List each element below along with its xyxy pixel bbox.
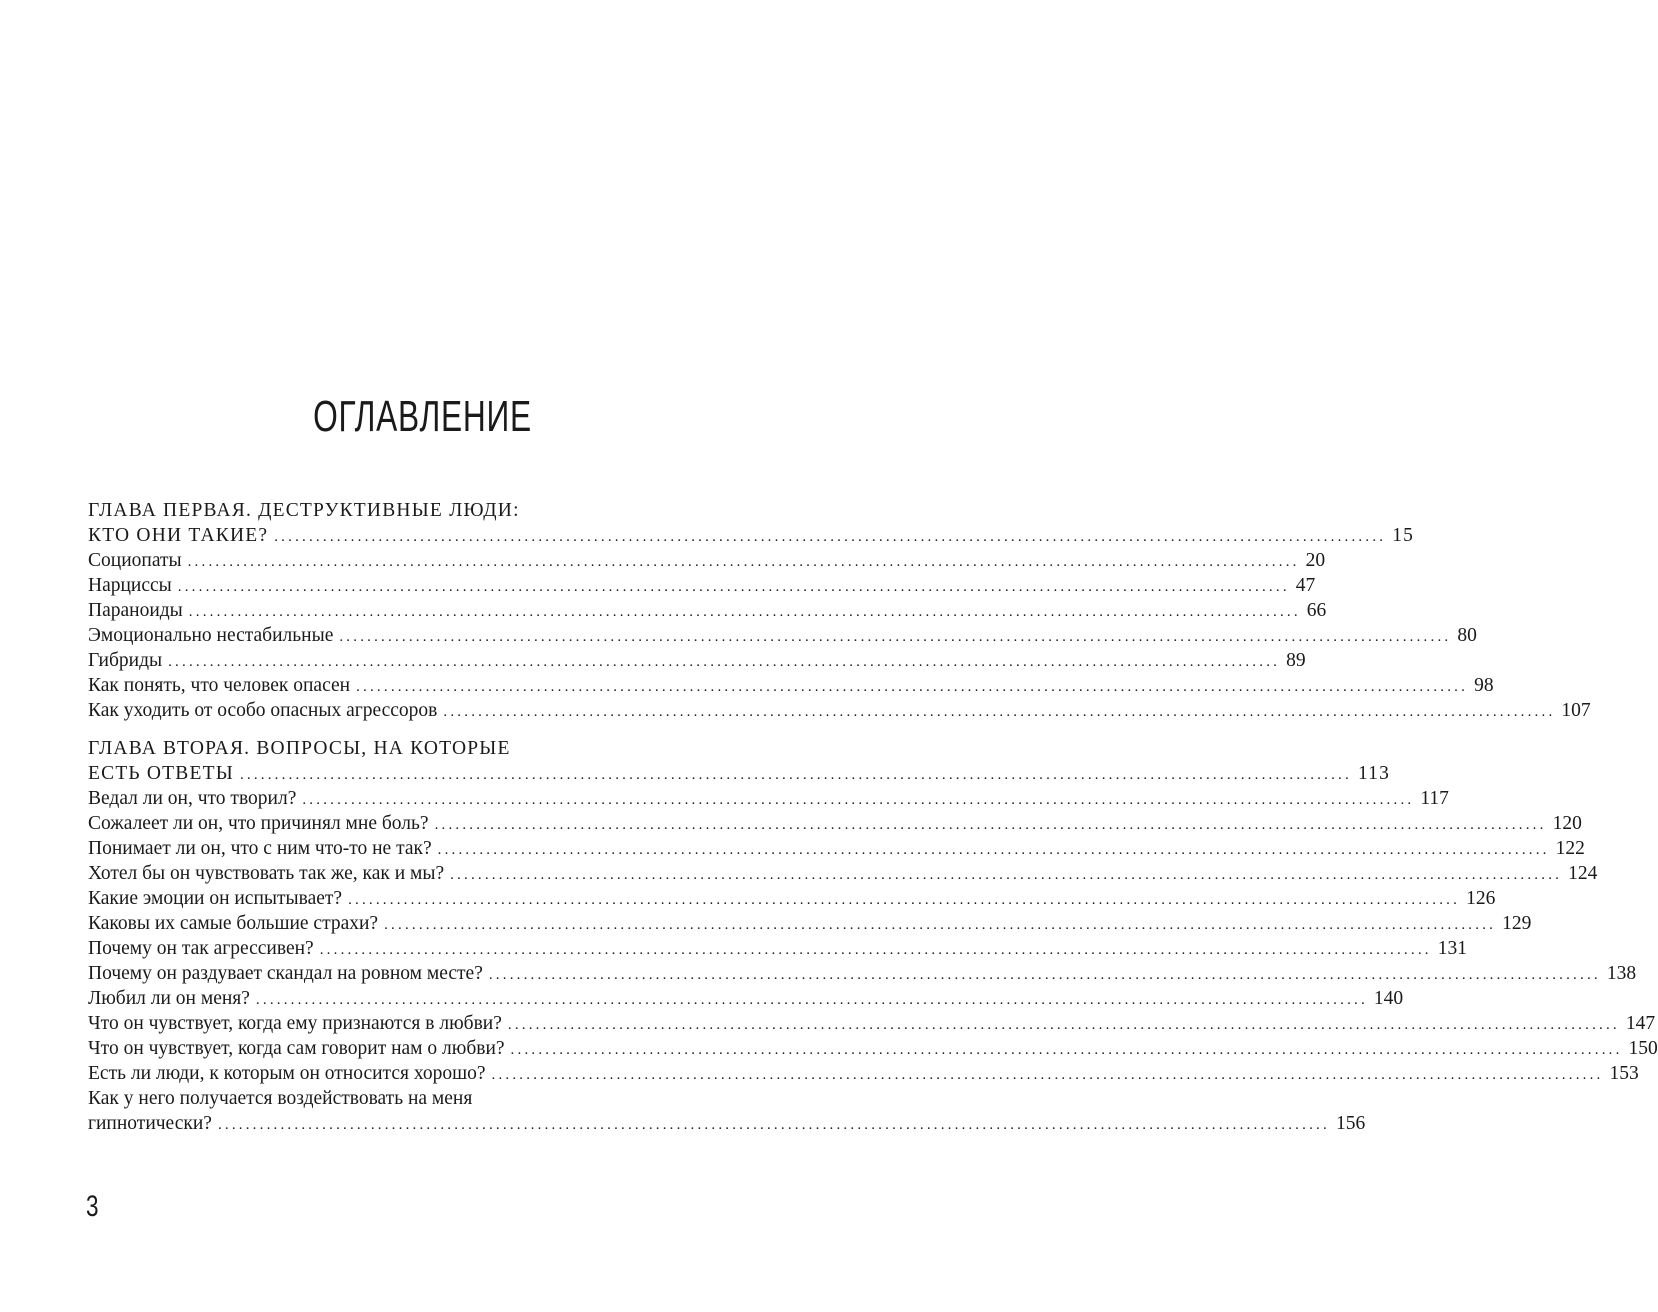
toc-entry-page: 89	[1286, 650, 1306, 671]
leader-dots: ................................................................................................................................................................	[177, 579, 1290, 595]
leader-dots: ................................................................................................................................................................	[507, 1017, 1620, 1033]
toc-entry[interactable]	[88, 573, 1316, 598]
toc-entry-title: Социопаты	[88, 550, 182, 571]
toc-entry-page: 150	[1628, 1038, 1658, 1059]
toc-entry-title: Понимает ли он, что с ним что-то не так?	[88, 838, 432, 859]
chapter-page-number: 15	[1392, 525, 1415, 546]
leader-dots: ................................................................................................................................................................	[488, 967, 1601, 983]
toc-entry-title: Почему он раздувает скандал на ровном месте?	[88, 963, 483, 984]
toc-entry-title: Нарциссы	[88, 575, 172, 596]
toc-entry[interactable]	[88, 961, 1637, 986]
toc-entry-page: 138	[1606, 963, 1637, 984]
leader-dots: ................................................................................................................................................................	[217, 1117, 1330, 1133]
toc-entry-page: 124	[1568, 863, 1598, 884]
chapter-heading-line[interactable]	[88, 761, 1391, 786]
toc-entry-title: гипнотически?	[88, 1113, 212, 1134]
toc-entry-page: 120	[1552, 813, 1582, 834]
toc-entry-page: 107	[1561, 700, 1591, 721]
leader-dots: ................................................................................................................................................................	[434, 817, 1547, 833]
leader-dots: ................................................................................................................................................................	[437, 842, 1550, 858]
toc-entry[interactable]	[88, 1111, 1366, 1136]
toc-entry[interactable]	[88, 548, 1326, 573]
toc-entry-page: 147	[1625, 1013, 1656, 1034]
table-of-contents	[88, 498, 1658, 1136]
leader-dots: ................................................................................................................................................................	[384, 917, 1497, 933]
toc-entry-title-first-line[interactable]: Как у него получается воздействовать на меня	[88, 1088, 473, 1109]
toc-entry[interactable]	[88, 986, 1404, 1011]
toc-entry-title: Есть ли люди, к которым он относится хорошо?	[88, 1063, 486, 1084]
leader-dots: ................................................................................................................................................................	[510, 1042, 1623, 1058]
toc-entry-title: Любил ли он меня?	[88, 988, 250, 1009]
toc-entry[interactable]	[88, 598, 1327, 623]
toc-entry[interactable]	[88, 886, 1496, 911]
leader-dots: ................................................................................................................................................................	[443, 704, 1556, 720]
chapter-heading: ГЛАВА ВТОРАЯ. ВОПРОСЫ, НА КОТОРЫЕ	[88, 738, 511, 759]
toc-entry-title: Что он чувствует, когда сам говорит нам о любви?	[88, 1038, 505, 1059]
chapter-block	[88, 498, 1591, 723]
leader-dots: ................................................................................................................................................................	[302, 792, 1415, 808]
toc-entry[interactable]	[88, 623, 1477, 648]
leader-dots: ................................................................................................................................................................	[491, 1067, 1604, 1083]
toc-entry-page: 126	[1466, 888, 1496, 909]
toc-entry-title: Как уходить от особо опасных агрессоров	[88, 700, 438, 721]
toc-entry[interactable]	[88, 836, 1585, 861]
toc-entry-page: 131	[1437, 938, 1467, 959]
toc-entry-title: Параноиды	[88, 600, 183, 621]
leader-dots: ................................................................................................................................................................	[450, 867, 1563, 883]
toc-entry-title: Ведал ли он, что творил?	[88, 788, 297, 809]
toc-entry-page: 129	[1502, 913, 1532, 934]
toc-entry[interactable]	[88, 811, 1582, 836]
leader-dots: ................................................................................................................................................................	[319, 942, 1432, 958]
toc-entry-title: Что он чувствует, когда ему признаются в любви?	[88, 1013, 502, 1034]
leader-dots: ................................................................................................................................................................	[168, 654, 1281, 670]
leader-dots: ................................................................................................................................................................	[188, 604, 1301, 620]
toc-entry-title: Гибриды	[88, 650, 163, 671]
toc-entry-title: Сожалеет ли он, что причинял мне боль?	[88, 813, 429, 834]
chapter-heading-cont: ЕСТЬ ОТВЕТЫ	[88, 763, 234, 784]
toc-entry-page: 20	[1305, 550, 1326, 571]
toc-entry[interactable]	[88, 673, 1494, 698]
toc-entry[interactable]	[88, 861, 1598, 886]
toc-entry-page: 117	[1420, 788, 1449, 809]
toc-entry-page: 122	[1555, 838, 1585, 859]
toc-entry-page: 156	[1335, 1113, 1366, 1134]
page-number: 3	[86, 1190, 99, 1223]
leader-dots: ................................................................................................................................................................	[239, 767, 1352, 783]
leader-dots: ................................................................................................................................................................	[274, 529, 1387, 545]
toc-entry-page: 47	[1295, 575, 1316, 596]
leader-dots: ................................................................................................................................................................	[339, 629, 1452, 645]
toc-entry-title: Каковы их самые большие страхи?	[88, 913, 379, 934]
leader-dots: ................................................................................................................................................................	[348, 892, 1461, 908]
toc-entry[interactable]	[88, 911, 1532, 936]
toc-entry-title: Как понять, что человек опасен	[88, 675, 351, 696]
toc-entry-title: Какие эмоции он испытывает?	[88, 888, 343, 909]
leader-dots: ................................................................................................................................................................	[255, 992, 1368, 1008]
leader-dots: ................................................................................................................................................................	[187, 554, 1300, 570]
toc-entry[interactable]	[88, 1036, 1658, 1061]
chapter-heading: ГЛАВА ПЕРВАЯ. ДЕСТРУКТИВНЫЕ ЛЮДИ:	[88, 500, 520, 521]
chapter-heading-cont: КТО ОНИ ТАКИЕ?	[88, 525, 269, 546]
toc-entry-title: Хотел бы он чувствовать так же, как и мы?	[88, 863, 445, 884]
toc-entry[interactable]	[88, 698, 1591, 723]
page-title: ОГЛАВЛЕНИЕ	[313, 392, 532, 441]
leader-dots: ................................................................................................................................................................	[356, 679, 1469, 695]
toc-entry[interactable]	[88, 936, 1467, 961]
toc-entry-title: Эмоционально нестабильные	[88, 625, 334, 646]
chapter-block	[88, 736, 1658, 1136]
toc-entry-page: 140	[1373, 988, 1404, 1009]
toc-entry-page: 153	[1609, 1063, 1639, 1084]
toc-entry-page: 80	[1457, 625, 1477, 646]
toc-entry[interactable]	[88, 786, 1449, 811]
chapter-heading-line[interactable]	[88, 523, 1415, 548]
toc-entry[interactable]	[88, 1011, 1656, 1036]
toc-entry-title: Почему он так агрессивен?	[88, 938, 314, 959]
toc-entry-page: 66	[1306, 600, 1327, 621]
chapter-page-number: 113	[1357, 763, 1391, 784]
toc-entry-page: 98	[1474, 675, 1494, 696]
toc-entry[interactable]	[88, 1061, 1639, 1086]
toc-entry[interactable]	[88, 648, 1306, 673]
